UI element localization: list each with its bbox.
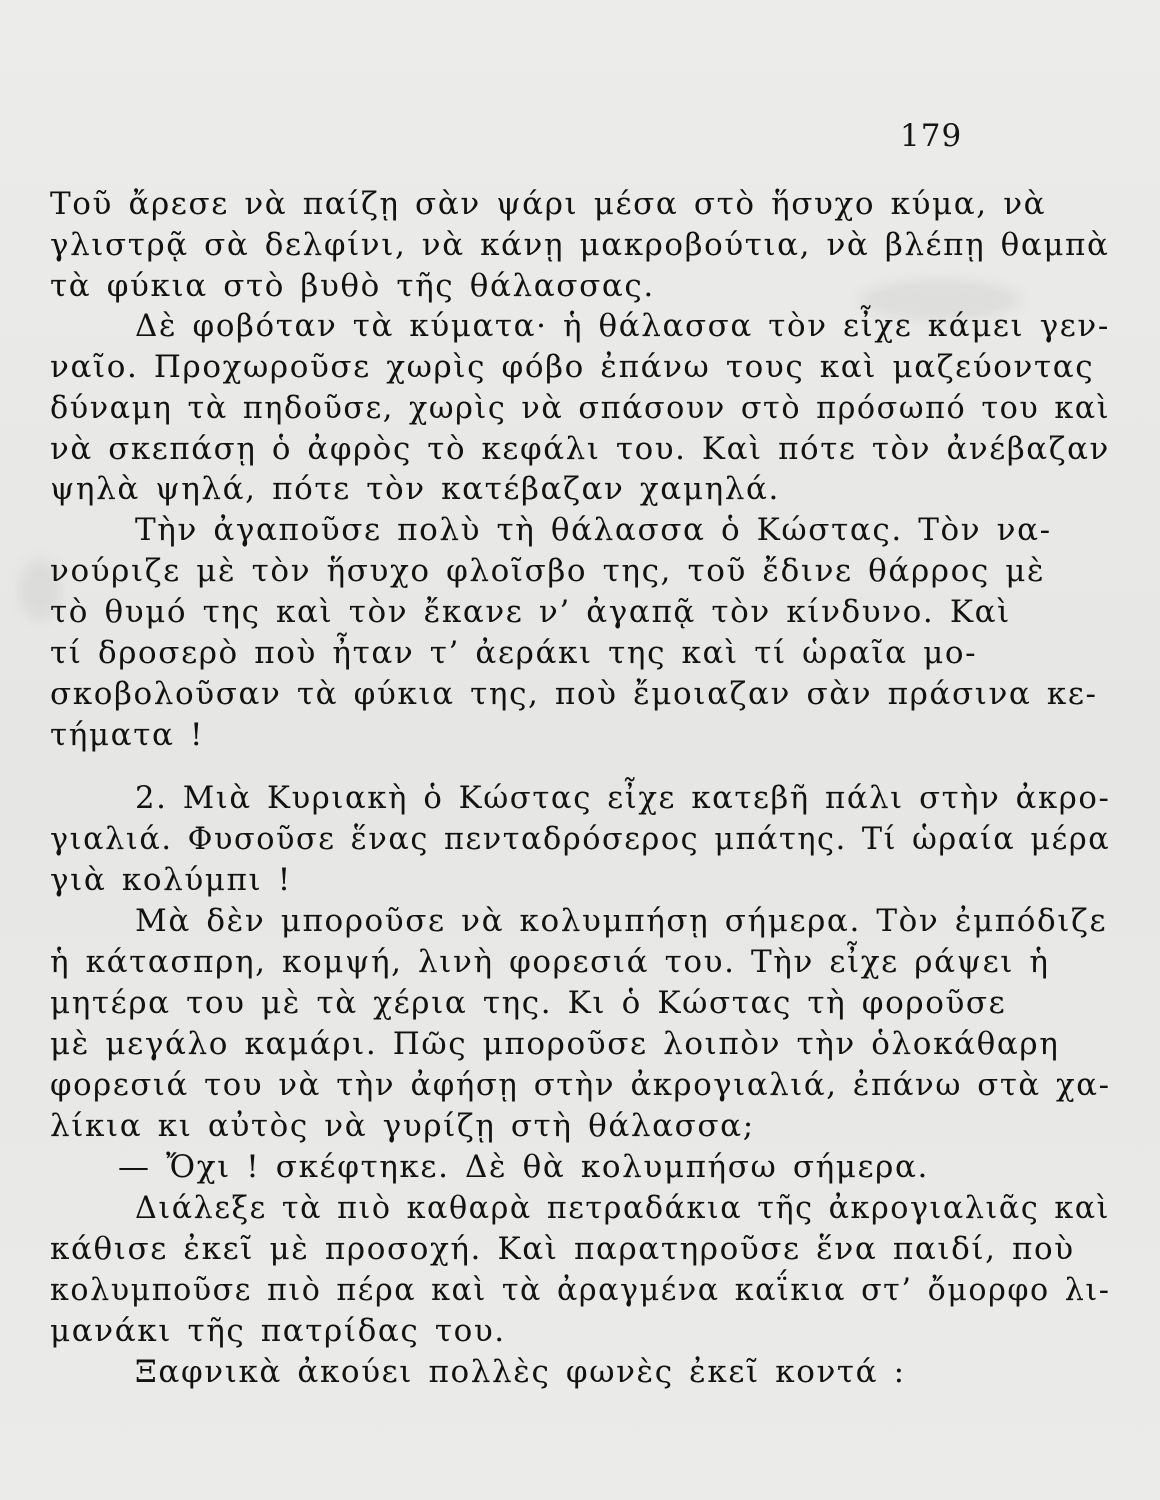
text-line: μανάκι τῆς πατρίδας του.: [50, 1313, 506, 1349]
text-line: Ξαφνικὰ ἀκούει πολλὲς φωνὲς ἐκεῖ κοντά :: [135, 1354, 906, 1390]
text-line: 2. Μιὰ Κυριακὴ ὁ Κώστας εἶχε κατεβῆ πάλι στὴν ἀκρο-: [135, 780, 1111, 816]
text-line: νούριζε μὲ τὸν ἥσυχο φλοῖσβο της, τοῦ ἔδινε θάρρος μὲ: [50, 553, 1046, 589]
text-line: λίκια κι αὐτὸς νὰ γυρίζῃ στὴ θάλασσα;: [50, 1108, 755, 1144]
text-line: γλιστρᾷ σὰ δελφίνι, νὰ κάνῃ μακροβούτια, νὰ βλέπῃ θαμπὰ: [50, 227, 1110, 263]
text-line: νὰ σκεπάσῃ ὁ ἀφρὸς τὸ κεφάλι του. Καὶ πότε τὸν ἀνέβαζαν: [50, 431, 1110, 467]
text-line: τὰ φύκια στὸ βυθὸ τῆς θάλασσας.: [50, 268, 655, 304]
text-line: μὲ μεγάλο καμάρι. Πῶς μποροῦσε λοιπὸν τὴν ὁλοκάθαρη: [50, 1026, 1060, 1062]
text-line: κάθισε ἐκεῖ μὲ προσοχή. Καὶ παρατηροῦσε ἕνα παιδί, ποὺ: [50, 1231, 1075, 1267]
text-line: κολυμποῦσε πιὸ πέρα καὶ τὰ ἀραγμένα καΐκια στ’ ὄμορφο λι-: [50, 1272, 1111, 1308]
text-line: φορεσιά του νὰ τὴν ἀφήσῃ στὴν ἀκρογιαλιά, ἐπάνω στὰ χα-: [50, 1067, 1111, 1103]
text-line: — Ὄχι ! σκέφτηκε. Δὲ θὰ κολυμπήσω σήμερα.: [118, 1149, 929, 1185]
text-line: μητέρα του μὲ τὰ χέρια της. Κι ὁ Κώστας τὴ φοροῦσε: [50, 985, 1007, 1021]
text-line: δύναμη τὰ πηδοῦσε, χωρὶς νὰ σπάσουν στὸ πρόσωπό του καὶ: [50, 390, 1111, 426]
text-line: γιὰ κολύμπι !: [50, 862, 292, 898]
text-line: ἡ κάτασπρη, κομψή, λινὴ φορεσιά του. Τὴν εἶχε ράψει ἡ: [50, 944, 1050, 980]
text-line: τὸ θυμό της καὶ τὸν ἔκανε ν’ ἀγαπᾷ τὸν κίνδυνο. Καὶ: [50, 594, 1011, 630]
text-line: ψηλὰ ψηλά, πότε τὸν κατέβαζαν χαμηλά.: [50, 471, 780, 507]
text-line: γιαλιά. Φυσοῦσε ἕνας πενταδρόσερος μπάτης. Τί ὡραία μέρα: [50, 821, 1111, 857]
text-line: Δὲ φοβόταν τὰ κύματα· ἡ θάλασσα τὸν εἶχε κάμει γεν-: [135, 308, 1110, 344]
text-line: τί δροσερὸ ποὺ ἦταν τ’ ἀεράκι της καὶ τί ὡραῖα μο-: [50, 635, 978, 671]
page-number: 179: [900, 118, 963, 154]
text-line: Τὴν ἀγαποῦσε πολὺ τὴ θάλασσα ὁ Κώστας. Τὸν να-: [135, 512, 1052, 548]
text-line: σκοβολοῦσαν τὰ φύκια της, ποὺ ἔμοιαζαν σὰν πράσινα κε-: [50, 676, 1098, 712]
text-line: Μὰ δὲν μποροῦσε νὰ κολυμπήσῃ σήμερα. Τὸν ἐμπόδιζε: [135, 903, 1108, 939]
text-line: Τοῦ ἄρεσε νὰ παίζῃ σὰν ψάρι μέσα στὸ ἥσυχο κύμα, νὰ: [50, 186, 1047, 222]
text-line: Διάλεξε τὰ πιὸ καθαρὰ πετραδάκια τῆς ἀκρογιαλιᾶς καὶ: [135, 1190, 1111, 1226]
text-line: ναῖο. Προχωροῦσε χωρὶς φόβο ἐπάνω τους καὶ μαζεύοντας: [50, 349, 1095, 385]
text-line: τήματα !: [50, 717, 204, 753]
